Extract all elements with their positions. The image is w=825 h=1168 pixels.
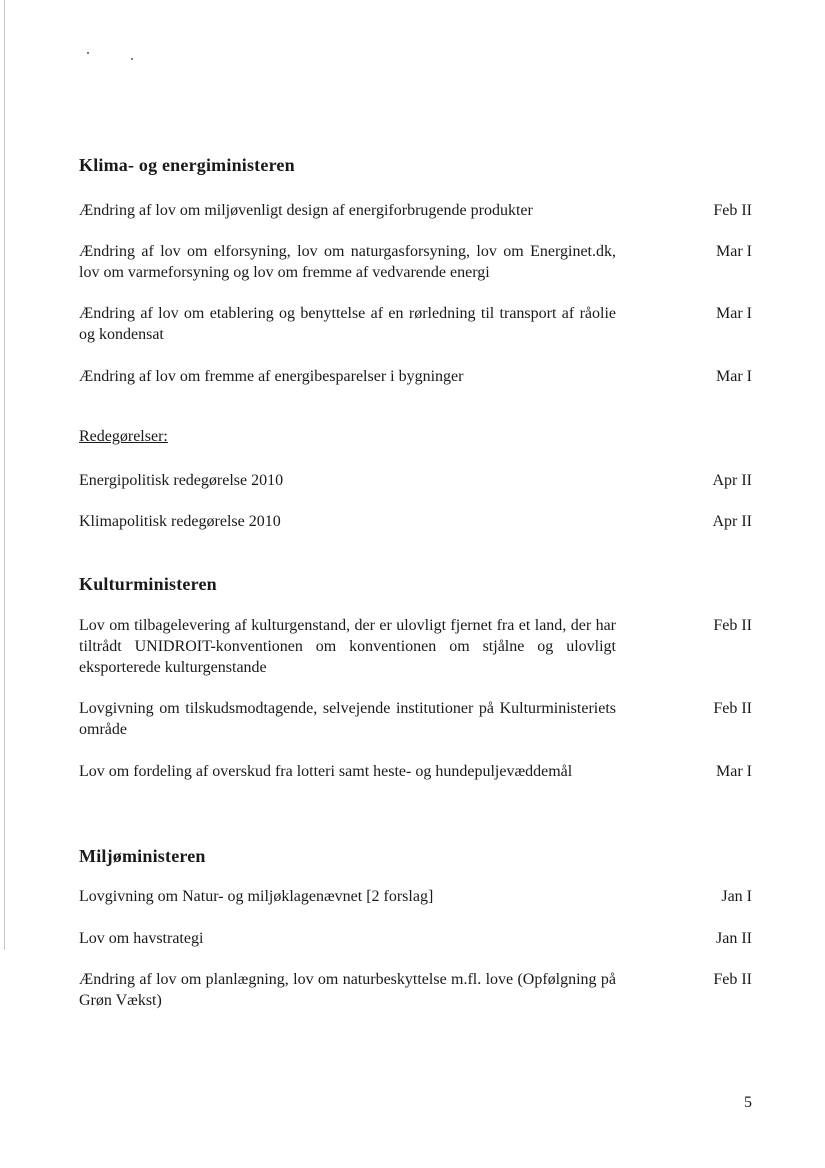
list-item: Lov om havstrategi [79,930,204,947]
scan-edge-line [4,0,5,950]
item-date: Feb II [713,617,752,634]
list-item: Ændring af lov om fremme af energibesparelser i bygninger [79,368,464,385]
list-item: Lovgivning om tilskudsmodtagende, selvejende institutioner på Kulturministeriets område [79,700,616,738]
list-item: Lov om tilbagelevering af kulturgenstand, der er ulovligt fjernet fra et land, der har tiltrådt UNIDROIT-konventionen om konventionen om stjålne og ulovligt eksporterede kulturgenstande [79,617,616,676]
item-date: Apr II [712,513,752,530]
item-date: Jan II [716,930,752,947]
item-date: Feb II [713,700,752,717]
list-item: Ændring af lov om planlægning, lov om naturbeskyttelse m.fl. love (Opfølgning på Grøn Vækst) [79,971,616,1009]
section-heading-miljoe: Miljøministeren [79,846,206,866]
list-item: Energipolitisk redegørelse 2010 [79,472,284,489]
scan-speck [87,52,89,54]
item-date: Mar I [716,368,752,385]
list-item: Ændring af lov om etablering og benyttelse af en rørledning til transport af råolie og kondensat [79,305,616,343]
list-item: Lov om fordeling af overskud fra lotteri samt heste- og hundepuljevæddemål [79,763,573,780]
item-date: Feb II [713,202,752,219]
item-date: Apr II [712,472,752,489]
list-item: Lovgivning om Natur- og miljøklagenævnet [2 forslag] [79,888,434,905]
scan-speck [131,58,133,60]
item-date: Jan I [721,888,752,905]
item-date: Mar I [716,243,752,260]
list-item: Klimapolitisk redegørelse 2010 [79,513,281,530]
section-heading-klima: Klima- og energiministeren [79,155,295,175]
item-date: Mar I [716,305,752,322]
list-item: Ændring af lov om miljøvenligt design af energiforbrugende produkter [79,202,533,219]
list-item: Ændring af lov om elforsyning, lov om naturgasforsyning, lov om Energinet.dk, lov om varmeforsyning og lov om fremme af vedvarende energi [79,243,616,281]
subheading-redegoerelser: Redegørelser: [79,428,168,445]
item-date: Mar I [716,763,752,780]
section-heading-kultur: Kulturministeren [79,574,217,594]
page-number: 5 [744,1094,752,1111]
item-date: Feb II [713,971,752,988]
